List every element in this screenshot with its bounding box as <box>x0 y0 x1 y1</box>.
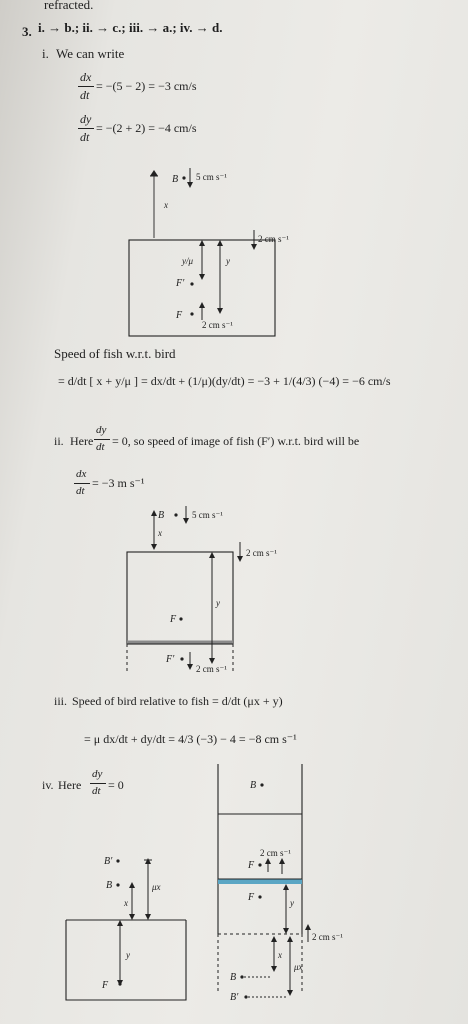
y-label: y <box>126 950 130 960</box>
arrow-head <box>217 240 223 246</box>
arrow-head <box>217 308 223 314</box>
image-dot <box>180 657 183 660</box>
arrow-head <box>305 924 311 930</box>
water-surface-band <box>218 879 302 884</box>
fraction-denominator: dt <box>80 88 90 102</box>
arrow-head <box>129 914 135 920</box>
bird-image-dot <box>116 859 119 862</box>
fraction-bar <box>78 128 94 129</box>
bird-dot <box>240 975 243 978</box>
bird-speed-label: 5 cm s⁻¹ <box>192 510 223 520</box>
fraction-bar <box>90 783 106 784</box>
arrow-head <box>251 244 257 250</box>
part-ii-statement: = 0, so speed of image of fish (F′) w.r.t. bird will be <box>112 434 360 448</box>
fraction-numerator: dy <box>96 424 107 436</box>
speed-equation: = d/dt [ x + y/μ ] = dx/dt + (1/μ)(dy/dt) = −3 + 1/(4/3) (−4) = −6 cm/s <box>58 374 391 388</box>
arrow-head <box>279 858 285 864</box>
arrow-head <box>187 664 193 670</box>
x-label: x <box>164 200 168 210</box>
arrow-head <box>183 518 189 524</box>
arrow-head <box>265 858 271 864</box>
arrow-head <box>145 914 151 920</box>
image-label: F′ <box>176 278 185 289</box>
image-label: F′ <box>166 654 175 665</box>
fraction-bar <box>78 86 94 87</box>
arrow-head <box>283 928 289 934</box>
fraction-bar <box>94 439 110 440</box>
fraction-numerator: dx <box>80 70 92 84</box>
part-iv-label: iv. <box>42 778 54 792</box>
fraction-numerator: dy <box>92 768 103 780</box>
match-list: i. → b.; ii. → c.; iii. → a.; iv. → d. <box>38 20 223 35</box>
part-iii-line2: = μ dx/dt + dy/dt = 4/3 (−3) − 4 = −8 cm s⁻¹ <box>84 732 297 746</box>
fish-label: F <box>102 980 109 991</box>
y-label: y <box>290 898 294 908</box>
arrow-head <box>117 920 123 926</box>
fish-speed-label: 2 cm s⁻¹ <box>202 320 233 330</box>
fraction-denominator: dt <box>76 485 85 497</box>
arrow-head <box>283 884 289 890</box>
arrow-head <box>199 240 205 246</box>
bird-speed-label: 5 cm s⁻¹ <box>196 172 227 182</box>
answer-number: 3. <box>22 24 32 39</box>
fraction-numerator: dx <box>76 468 87 480</box>
bird-top-label: B <box>250 780 257 791</box>
fraction-denominator: dt <box>96 441 105 453</box>
arrow-head <box>237 556 243 562</box>
water-speed-label: 2 cm s⁻¹ <box>246 548 277 558</box>
fraction-denominator: dt <box>92 785 101 797</box>
arrow-head <box>129 882 135 888</box>
part-i-label: i. <box>42 46 49 61</box>
arrow-head <box>287 936 293 942</box>
fraction-numerator: dy <box>80 112 92 126</box>
arrow-head <box>145 858 151 864</box>
fraction-bar <box>74 483 90 484</box>
tank-speed-label: 2 cm s⁻¹ <box>312 932 343 942</box>
part-ii-result: = −3 m s⁻¹ <box>92 476 145 490</box>
bird-image-dot <box>244 995 247 998</box>
part-iii-label: iii. <box>54 694 68 708</box>
bird-label: B <box>172 174 179 185</box>
mu-x-label: μx <box>294 962 303 972</box>
bird-dot <box>174 513 177 516</box>
speed-heading: Speed of fish w.r.t. bird <box>54 346 176 361</box>
arrow-head <box>187 182 193 188</box>
x-label: x <box>278 950 282 960</box>
fish-dot <box>179 617 182 620</box>
y-label: y <box>216 598 220 608</box>
part-iv-statement: = 0 <box>108 778 124 792</box>
x-label: x <box>158 528 162 538</box>
fish-speed-label: 2 cm s⁻¹ <box>260 848 291 858</box>
y-over-mu-label: y/μ <box>182 256 194 266</box>
fish-label: F <box>248 860 255 871</box>
water-speed-label: 2 cm s⁻¹ <box>258 234 289 244</box>
bird-dot <box>182 176 185 179</box>
fraction-denominator: dt <box>80 130 90 144</box>
arrow-head <box>199 274 205 280</box>
bird-label: B <box>158 510 165 521</box>
part-ii-label: ii. <box>54 434 64 448</box>
bird-top-dot <box>260 783 263 786</box>
fish-dot <box>190 312 193 315</box>
bird-image-label: B′ <box>104 856 113 867</box>
bird-dot <box>116 883 119 886</box>
bird-label: B <box>106 880 113 891</box>
fish-label: F <box>170 614 177 625</box>
part-iv-here: Here <box>58 778 82 792</box>
fish-dot <box>118 982 121 985</box>
equation-rhs: = −(5 − 2) = −3 cm/s <box>96 79 197 93</box>
fish-image-dot <box>258 895 261 898</box>
image-dot <box>190 282 193 285</box>
fish-image-label: F <box>248 892 255 903</box>
previous-text-fragment: refracted. <box>44 0 94 12</box>
arrow-head <box>271 936 277 942</box>
arrow-head <box>287 990 293 996</box>
diagram-4-bird-fish <box>210 760 370 1010</box>
equation-rhs: = −(2 + 2) = −4 cm/s <box>96 121 197 135</box>
fish-label: F <box>176 310 183 321</box>
diagram-2-bird-fish <box>118 502 278 677</box>
part-iii-line1: Speed of bird relative to fish = d/dt (μx + y) <box>72 694 283 708</box>
diagram-1-bird-fish <box>120 160 290 340</box>
image-speed-label: 2 cm s⁻¹ <box>196 664 227 674</box>
part-i-intro: We can write <box>56 46 125 61</box>
tank-outline <box>66 920 186 1000</box>
arrow-head <box>209 552 215 558</box>
arrow-head <box>150 170 158 176</box>
arrow-head <box>151 544 157 550</box>
bird-label: B <box>230 972 237 983</box>
arrow-head <box>151 510 157 516</box>
bird-image-label: B′ <box>230 992 239 1003</box>
y-label: y <box>226 256 230 266</box>
diagram-3-bird-fish <box>62 850 192 1010</box>
x-label: x <box>124 898 128 908</box>
part-ii-here: Here <box>70 434 94 448</box>
arrow-head <box>271 966 277 972</box>
mu-x-label: μx <box>152 882 161 892</box>
fish-dot <box>258 863 261 866</box>
arrow-head <box>199 302 205 308</box>
